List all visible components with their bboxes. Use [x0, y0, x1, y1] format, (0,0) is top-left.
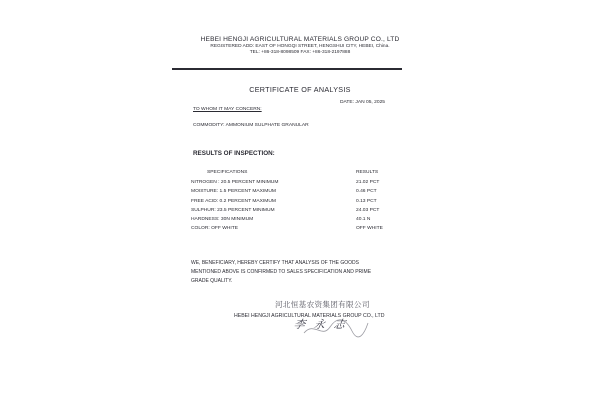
- company-stamp-chinese: 河北恒基农资集团有限公司: [275, 300, 370, 309]
- specifications-header: SPECIFICATIONS: [207, 170, 248, 175]
- company-address: REGISTERED ADD: EAST OF HONGQI STREET, HENGSHUI CITY, HEBEI, China.: [210, 44, 390, 49]
- certification-line: WE, BENEFICIARY, HEREBY CERTIFY THAT ANALYSIS OF THE GOODS: [191, 260, 360, 266]
- spec-row-color: COLOR: OFF WHITE: [191, 226, 239, 231]
- result-row-sulphur: 24.03 PCT: [356, 208, 380, 213]
- results-header: RESULTS: [356, 170, 379, 175]
- handwritten-signature: 李永志: [292, 318, 356, 331]
- header-divider: [172, 68, 402, 70]
- document-date: DATE: JAN 05, 2025: [340, 100, 386, 105]
- spec-row-sulphur: SULPHUR: 23.5 PERCENT MINIMUM: [191, 208, 275, 213]
- result-row-nitrogen: 21.02 PCT: [356, 180, 380, 185]
- document-title: CERTIFICATE OF ANALYSIS: [249, 85, 351, 94]
- commodity-line: COMMODITY: AMMONIUM SULPHATE GRANULAR: [193, 123, 309, 128]
- company-name: HEBEI HENGJI AGRICULTURAL MATERIALS GROUP CO., LTD: [200, 36, 400, 43]
- spec-row-moisture: MOISTURE: 1.5 PERCENT MAXIMUM: [191, 189, 276, 194]
- result-row-color: OFF WHITE: [356, 226, 383, 231]
- spec-row-nitrogen: NITROGEN : 20.5 PERCENT MINIMUM: [191, 180, 279, 185]
- company-contact: TEL: +86-318-8098509 FAX: +86-318-2197888: [249, 50, 351, 55]
- result-row-moisture: 0.46 PCT: [356, 189, 377, 194]
- certification-line: GRADE QUALITY.: [191, 278, 233, 284]
- signatory-company: HEBEI HENGJI AGRICULTURAL MATERIALS GROUP CO., LTD: [234, 313, 385, 319]
- results-heading: RESULTS OF INSPECTION:: [193, 150, 275, 157]
- salutation: TO WHOM IT MAY CONCERN:: [193, 107, 262, 112]
- certification-line: MENTIONED ABOVE IS CONFIRMED TO SALES SPECIFICATION AND PRIME: [191, 269, 372, 275]
- spec-row-free-acid: FREE ACID: 0.2 PERCENT MAXIMUM: [191, 199, 276, 204]
- result-row-free-acid: 0.13 PCT: [356, 199, 377, 204]
- result-row-hardness: 40.1 N: [356, 217, 371, 222]
- spec-row-hardness: HARDNESS: 30N MINIMUM: [191, 217, 254, 222]
